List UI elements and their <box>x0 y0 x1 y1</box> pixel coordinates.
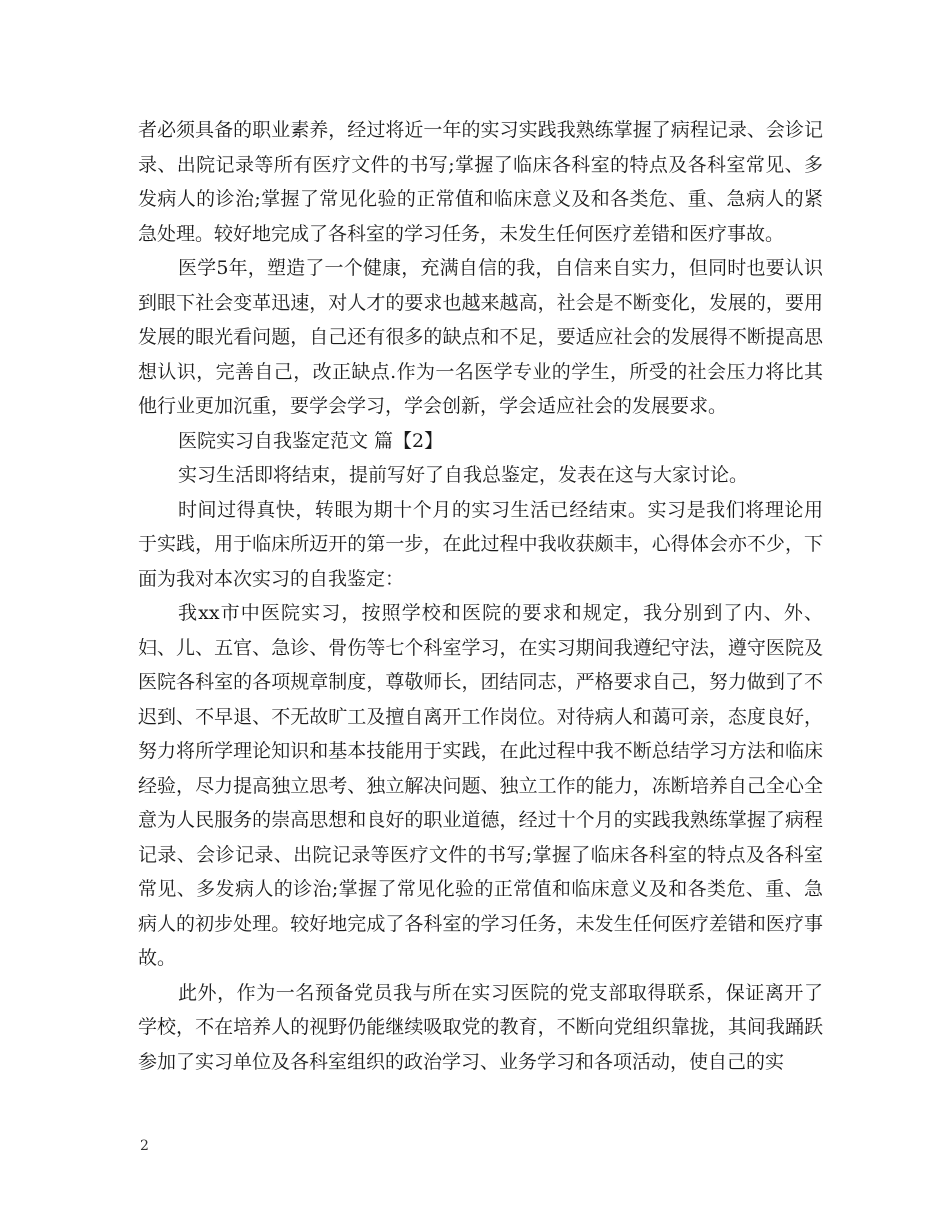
section-heading: 医院实习自我鉴定范文 篇【2】 <box>178 429 444 452</box>
paragraph-party-member: 此外，作为一名预备党员我与所在实习医院的党支部取得联系，保证离开了学校，不在培养人的视野仍能继续吸取党的教育，不断向党组织靠拢，其间我踊跃参加了实习单位及各科室组织的政治学习、业务学习和各项活动，使自己的实 <box>138 981 823 1073</box>
paragraph-time-flies: 时间过得真快，转眼为期十个月的实习生活已经结束。实习是我们将理论用于实践，用于临床所迈开的第一步，在此过程中我收获颇丰，心得体会亦不少，下面为我对本次实习的自我鉴定： <box>138 498 823 590</box>
paragraph-continuation: 者必须具备的职业素养，经过将近一年的实习实践我熟练掌握了病程记录、会诊记录、出院记录等所有医疗文件的书写;掌握了临床各科室的特点及各科室常见、多发病人的诊治;掌握了常见化验的正常值和临床意义及和各类危、重、急病人的紧急处理。较好地完成了各科室的学习任务，未发生任何医疗差错和医疗事故。 <box>138 119 823 245</box>
paragraph-hospital-internship: 我xx市中医院实习，按照学校和医院的要求和规定，我分别到了内、外、妇、儿、五官、急诊、骨伤等七个科室学习，在实习期间我遵纪守法，遵守医院及医院各科室的各项规章制度，尊敬师长，团结同志，严格要求自己，努力做到了不迟到、不早退、不无故旷工及擅自离开工作岗位。对待病人和蔼可亲，态度良好，努力将所学理论知识和基本技能用于实践，在此过程中我不断总结学习方法和临床经验，尽力提高独立思考、独立解决问题、独立工作的能力，冻断培养自己全心全意为人民服务的崇高思想和良好的职业道德，经过十个月的实践我熟练掌握了病程记录、会诊记录、出院记录等医疗文件的书写;掌握了临床各科室的特点及各科室常见、多发病人的诊治;掌握了常见化验的正常值和临床意义及和各类危、重、急病人的初步处理。较好地完成了各科室的学习任务，未发生任何医疗差错和医疗事故。 <box>138 602 823 969</box>
page-number: 2 <box>140 1138 149 1154</box>
document-body <box>138 113 823 1079</box>
paragraph-medicine-five-years: 医学5年，塑造了一个健康，充满自信的我，自信来自实力，但同时也要认识到眼下社会变革迅速，对人才的要求也越来越高，社会是不断变化，发展的，要用发展的眼光看问题，自己还有很多的缺点和不足，要适应社会的发展得不断提高思想认识，完善自己，改正缺点.作为一名医学专业的学生，所受的社会压力将比其他行业更加沉重，要学会学习，学会创新，学会适应社会的发展要求。 <box>138 257 823 417</box>
paragraph-intro: 实习生活即将结束，提前写好了自我总鉴定，发表在这与大家讨论。 <box>178 464 749 486</box>
